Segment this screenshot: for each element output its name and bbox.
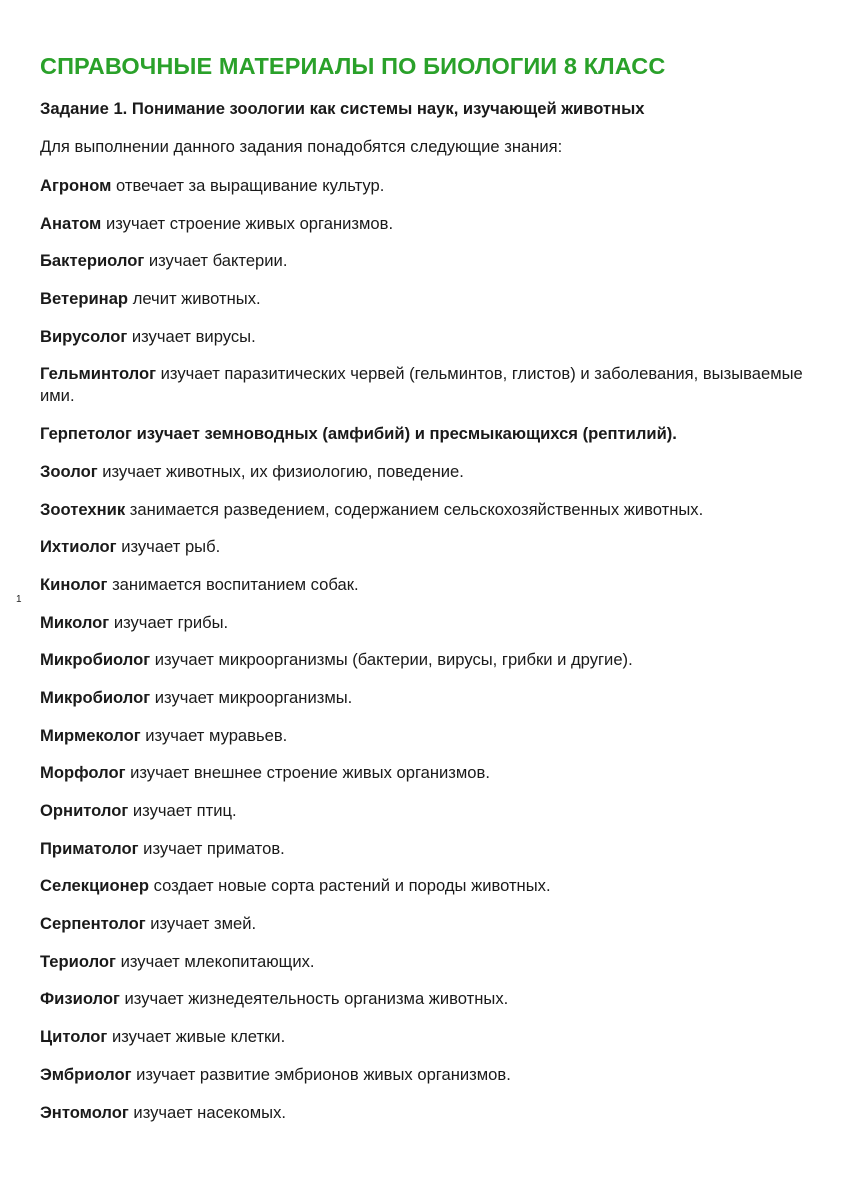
entry-term: Миколог: [40, 612, 110, 632]
entry-description: занимается воспитанием собак.: [107, 574, 359, 594]
entry-term: Приматолог: [40, 838, 139, 858]
definition-entry: [40, 175, 820, 197]
entry-term: Микробиолог: [40, 687, 151, 707]
definition-entry: [40, 612, 820, 634]
intro-text: Для выполнении данного задания понадобятся следующие знания:: [40, 137, 563, 156]
entry-description: изучает насекомых.: [128, 1102, 287, 1122]
entry-term: Герпетолог изучает земноводных (амфибий) и пресмыкающихся (рептилий).: [40, 424, 677, 444]
entry-description: занимается разведением, содержанием сельскохозяйственных животных.: [125, 499, 704, 519]
definition-entry: [40, 800, 820, 822]
definition-entry: [40, 725, 820, 747]
entry-term: Эмбриолог: [40, 1064, 132, 1084]
entry-term: Мирмеколог: [40, 725, 141, 745]
entry-term: Териолог: [40, 951, 116, 971]
definition-list: [40, 175, 820, 1139]
entry-description: изучает микроорганизмы (бактерии, вирусы, грибки и другие).: [150, 650, 633, 670]
entry-term: Энтомолог: [40, 1102, 129, 1122]
entry-description: изучает паразитических червей (гельминтов, глистов) и заболевания, вызываемые ими.: [40, 364, 803, 406]
task-heading: Задание 1. Понимание зоологии как системы наук, изучающей животных: [40, 99, 645, 118]
definition-entry: [40, 423, 820, 445]
definition-entry: [40, 762, 820, 784]
entry-description: изучает животных, их физиологию, поведение.: [97, 461, 464, 481]
entry-term: Зоолог: [40, 461, 98, 481]
definition-entry: [40, 250, 820, 272]
page-number: 1: [16, 594, 22, 605]
definition-entry: [40, 649, 820, 671]
entry-term: Селекционер: [40, 876, 149, 896]
entry-description: изучает бактерии.: [144, 251, 288, 271]
definition-entry: [40, 536, 820, 558]
definition-entry: [40, 1064, 820, 1086]
entry-term: Микробиолог: [40, 650, 151, 670]
definition-entry: [40, 838, 820, 860]
entry-term: Цитолог: [40, 1027, 108, 1047]
entry-description: изучает птиц.: [128, 801, 237, 820]
entry-description: изучает рыб.: [116, 537, 221, 557]
definition-entry: [40, 951, 820, 973]
definition-entry: [40, 461, 820, 483]
entry-term: Вирусолог: [40, 326, 128, 346]
entry-description: изучает развитие эмбрионов живых организмов.: [131, 1064, 511, 1084]
entry-description: изучает грибы.: [109, 612, 229, 632]
entry-term: Серпентолог: [40, 914, 146, 934]
entry-description: изучает строение живых организмов.: [101, 213, 394, 233]
entry-description: лечит животных.: [128, 289, 261, 309]
entry-term: Кинолог: [40, 574, 108, 594]
entry-term: Ветеринар: [40, 289, 129, 309]
entry-term: Агроном: [40, 176, 112, 195]
entry-term: Орнитолог: [40, 801, 129, 820]
entry-description: отвечает за выращивание культур.: [111, 176, 385, 195]
definition-entry: [40, 988, 820, 1010]
definition-entry: [40, 574, 820, 596]
entry-term: Анатом: [40, 213, 102, 233]
document-title: СПРАВОЧНЫЕ МАТЕРИАЛЫ ПО БИОЛОГИИ 8 КЛАСС: [40, 53, 666, 79]
definition-entry: [40, 213, 820, 235]
definition-entry: [40, 1026, 820, 1048]
entry-description: изучает змей.: [145, 914, 257, 934]
definition-entry: [40, 1102, 820, 1124]
entry-description: создает новые сорта растений и породы животных.: [149, 876, 551, 896]
entry-description: изучает приматов.: [138, 838, 285, 858]
definition-entry: [40, 326, 820, 348]
entry-description: изучает микроорганизмы.: [150, 687, 353, 707]
entry-description: изучает живые клетки.: [107, 1027, 286, 1047]
entry-description: изучает млекопитающих.: [115, 951, 315, 971]
entry-term: Физиолог: [40, 989, 120, 1009]
entry-description: изучает внешнее строение живых организмов.: [125, 763, 490, 783]
entry-term: Ихтиолог: [40, 537, 117, 557]
definition-entry: [40, 363, 820, 407]
definition-entry: [40, 913, 820, 935]
definition-entry: [40, 499, 820, 521]
entry-description: изучает муравьев.: [140, 725, 288, 745]
entry-term: Морфолог: [40, 763, 126, 783]
definition-entry: [40, 288, 820, 310]
entry-description: изучает вирусы.: [127, 326, 256, 346]
entry-term: Гельминтолог: [40, 364, 157, 384]
definition-entry: [40, 687, 820, 709]
entry-term: Бактериолог: [40, 251, 145, 271]
entry-term: Зоотехник: [40, 499, 126, 519]
definition-entry: [40, 875, 820, 897]
entry-description: изучает жизнедеятельность организма животных.: [119, 989, 509, 1009]
